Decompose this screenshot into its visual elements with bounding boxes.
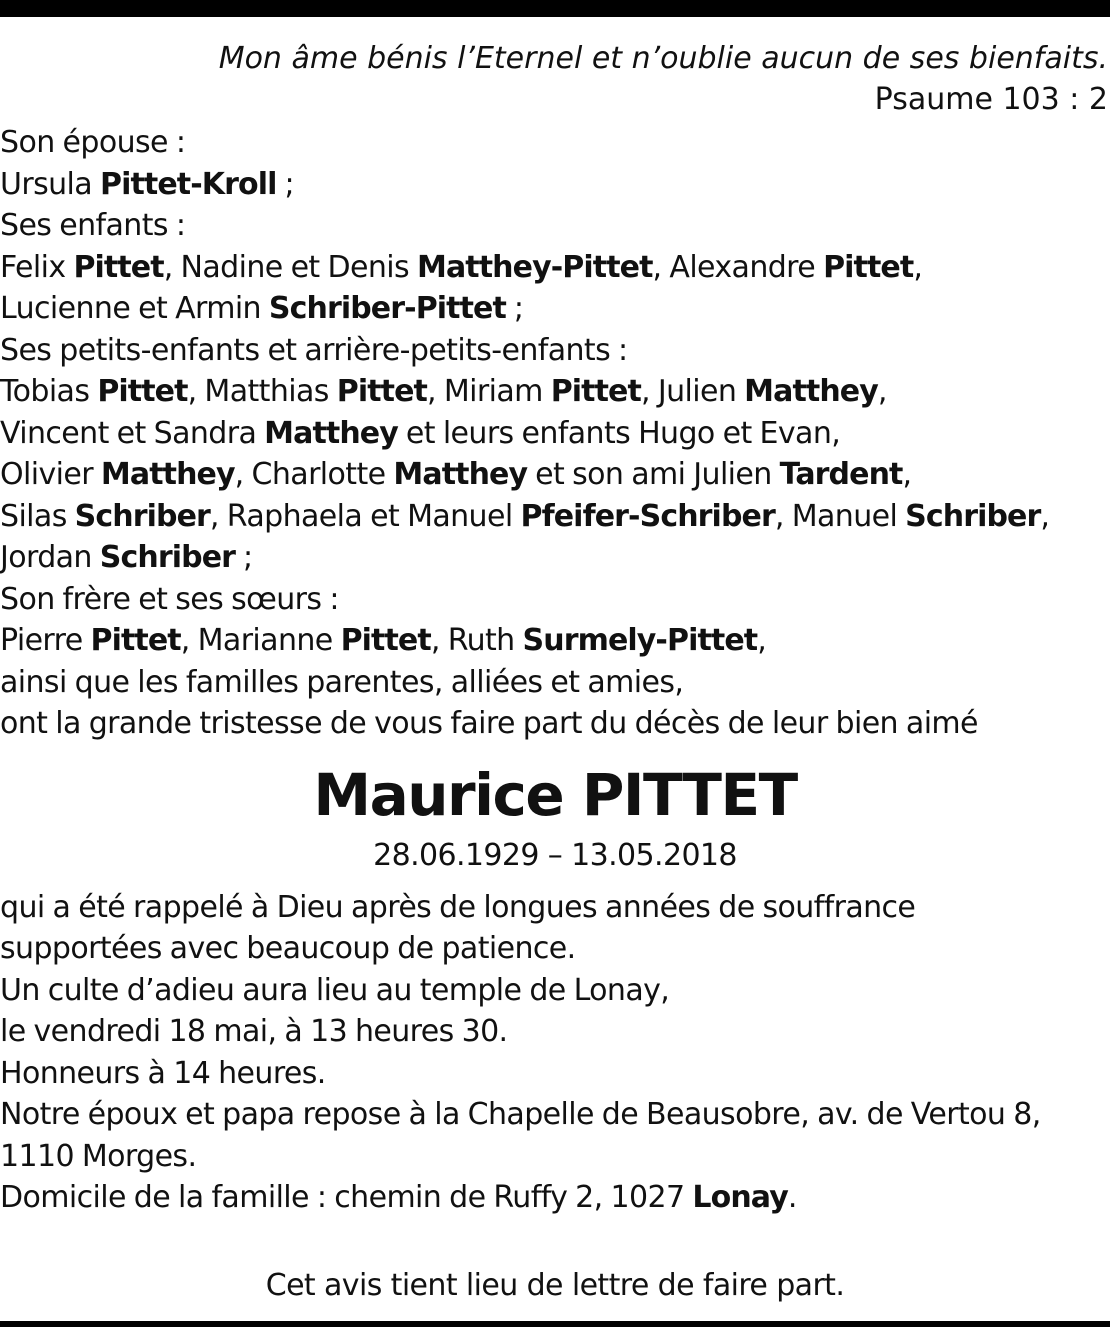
text-fragment: et son ami Julien bbox=[527, 457, 780, 492]
surname: Matthey bbox=[264, 415, 398, 451]
spouse-last-name: Pittet-Kroll bbox=[100, 166, 277, 202]
relatives-line: ainsi que les familles parentes, alliées et amies, bbox=[0, 664, 684, 700]
punctuation: , bbox=[902, 457, 912, 492]
details-line-3: Un culte d’adieu aura lieu au temple de Lonay, bbox=[0, 972, 670, 1008]
life-dates: 28.06.1929 – 13.05.2018 bbox=[373, 837, 737, 873]
spouse-line bbox=[0, 164, 1110, 206]
punctuation: ; bbox=[276, 166, 294, 202]
details-line-2: supportées avec beaucoup de patience. bbox=[0, 931, 576, 966]
surname: Pittet bbox=[340, 623, 431, 658]
surname: Pfeifer-Schriber bbox=[520, 498, 775, 534]
given-name: , Charlotte bbox=[234, 457, 394, 492]
bottom-rule bbox=[0, 1321, 1110, 1327]
given-name: Tobias bbox=[0, 374, 98, 409]
verse-block bbox=[0, 38, 1110, 120]
deceased-name: Maurice PITTET bbox=[313, 760, 797, 829]
punctuation: . bbox=[787, 1180, 797, 1215]
surname: Tardent bbox=[779, 457, 903, 492]
given-name: Felix bbox=[0, 249, 74, 285]
grandchildren-heading: Ses petits-enfants et arrière-petits-enfants : bbox=[0, 332, 628, 368]
punctuation: , bbox=[1040, 498, 1050, 534]
surname: Schriber bbox=[905, 498, 1041, 534]
children-line-1 bbox=[0, 247, 1110, 289]
given-name: Olivier bbox=[0, 457, 101, 492]
surname: Pittet bbox=[336, 374, 427, 409]
siblings-line bbox=[0, 620, 1110, 662]
given-name: Lucienne et Armin bbox=[0, 291, 269, 326]
given-name: Vincent et Sandra bbox=[0, 415, 265, 451]
surname: Schriber-Pittet bbox=[268, 291, 506, 326]
given-name: , Miriam bbox=[426, 374, 551, 409]
given-name: , Ruth bbox=[430, 623, 523, 658]
siblings-heading: Son frère et ses sœurs : bbox=[0, 581, 339, 617]
surname: Matthey bbox=[100, 457, 235, 492]
announcement-line: ont la grande tristesse de vous faire part du décès de leur bien aimé bbox=[0, 706, 978, 741]
family-list bbox=[0, 122, 1110, 745]
given-name: Silas bbox=[0, 498, 75, 534]
given-name: , Raphaela et Manuel bbox=[209, 498, 521, 534]
surname: Matthey bbox=[393, 457, 528, 492]
surname: Matthey bbox=[744, 374, 878, 409]
children-heading: Ses enfants : bbox=[0, 208, 186, 243]
punctuation: , bbox=[757, 623, 767, 658]
details-line-7: 1110 Morges. bbox=[0, 1138, 197, 1174]
surname: Pittet bbox=[823, 249, 914, 285]
children-line-2 bbox=[0, 288, 1110, 330]
family-address-line bbox=[0, 1177, 1110, 1219]
grandchildren-line-2 bbox=[0, 413, 1110, 455]
details-line-1: qui a été rappelé à Dieu après de longues années de souffrance bbox=[0, 889, 916, 925]
punctuation: , bbox=[877, 374, 887, 409]
details-line-6: Notre époux et papa repose à la Chapelle de Beausobre, av. de Vertou 8, bbox=[0, 1097, 1041, 1132]
ceremony-details bbox=[0, 887, 1110, 1219]
top-rule bbox=[0, 0, 1110, 17]
punctuation: , bbox=[913, 249, 923, 285]
given-name: , Matthias bbox=[187, 374, 337, 409]
given-name: , Julien bbox=[640, 374, 745, 409]
surname: Pittet bbox=[97, 374, 188, 409]
spouse-first-name: Ursula bbox=[0, 166, 100, 202]
grandchildren-line-1 bbox=[0, 371, 1110, 413]
spouse-heading: Son épouse : bbox=[0, 125, 186, 160]
punctuation: ; bbox=[235, 540, 253, 575]
grandchildren-line-4 bbox=[0, 496, 1110, 538]
text-fragment: et leurs enfants Hugo et Evan, bbox=[397, 415, 841, 451]
closing-note: Cet avis tient lieu de lettre de faire part. bbox=[265, 1268, 845, 1303]
surname: Pittet bbox=[550, 374, 641, 409]
given-name: Jordan bbox=[0, 540, 100, 575]
address-text: Domicile de la famille : chemin de Ruffy 2, 1027 bbox=[0, 1180, 693, 1215]
given-name: Pierre bbox=[0, 623, 91, 658]
punctuation: ; bbox=[505, 291, 524, 326]
surname: Schriber bbox=[99, 540, 236, 575]
grandchildren-line-3 bbox=[0, 454, 1110, 496]
surname: Pittet bbox=[90, 623, 181, 658]
given-name: , Manuel bbox=[774, 498, 906, 534]
details-line-5: Honneurs à 14 heures. bbox=[0, 1055, 326, 1091]
obituary-notice bbox=[0, 38, 1110, 1219]
verse-reference: Psaume 103 : 2 bbox=[874, 82, 1108, 117]
surname: Matthey-Pittet bbox=[417, 249, 653, 285]
given-name: , Alexandre bbox=[652, 249, 824, 285]
details-line-4: le vendredi 18 mai, à 13 heures 30. bbox=[0, 1014, 508, 1049]
given-name: , Nadine et Denis bbox=[163, 249, 417, 285]
surname: Surmely-Pittet bbox=[522, 623, 758, 658]
town-name: Lonay bbox=[692, 1180, 788, 1215]
given-name: , Marianne bbox=[180, 623, 341, 658]
grandchildren-line-5 bbox=[0, 537, 1110, 579]
surname: Pittet bbox=[73, 249, 164, 285]
verse-text: Mon âme bénis l’Eternel et n’oublie aucun de ses bienfaits. bbox=[218, 41, 1108, 76]
surname: Schriber bbox=[74, 498, 210, 534]
